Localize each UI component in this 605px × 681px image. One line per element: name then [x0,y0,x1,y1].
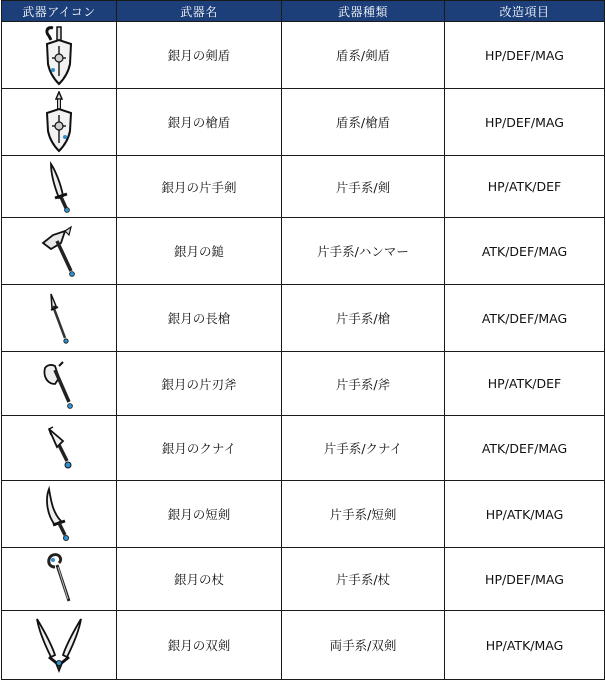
header-row [2,1,605,22]
twin-swords-icon [33,615,85,675]
table-row [2,352,605,416]
table-row [2,611,605,680]
table-row [2,22,605,89]
weapon-mods: HP/ATK/MAG [445,611,605,680]
weapon-mods: HP/ATK/DEF [445,156,605,218]
weapon-type: 片手系/槍 [282,285,445,352]
weapon-table [1,0,605,680]
sword-shield-icon [39,24,79,86]
table-row [2,548,605,611]
weapon-name: 銀月のクナイ [117,416,282,481]
weapon-name: 銀月の片手剣 [117,156,282,218]
weapon-mods: HP/DEF/MAG [445,548,605,611]
weapon-mods: ATK/DEF/MAG [445,218,605,285]
table-row [2,285,605,352]
single-axe-icon [39,356,79,412]
weapon-mods: HP/ATK/DEF [445,352,605,416]
weapon-mods: HP/DEF/MAG [445,89,605,156]
weapon-type: 片手系/剣 [282,156,445,218]
spear-shield-icon [39,91,79,153]
weapon-type: 片手系/ハンマー [282,218,445,285]
table-row [2,156,605,218]
weapon-type: 盾系/槍盾 [282,89,445,156]
weapon-name: 銀月の鎚 [117,218,282,285]
weapon-name: 銀月の槍盾 [117,89,282,156]
staff-icon [39,551,79,607]
weapon-name: 銀月の短剣 [117,481,282,548]
weapon-mods: HP/ATK/MAG [445,481,605,548]
weapon-type: 片手系/斧 [282,352,445,416]
one-handed-sword-icon [39,160,79,214]
weapon-name: 銀月の杖 [117,548,282,611]
header-mods: 改造項目 [445,1,605,22]
weapon-name: 銀月の双剣 [117,611,282,680]
weapon-name: 銀月の剣盾 [117,22,282,89]
weapon-type: 片手系/クナイ [282,416,445,481]
hammer-icon [39,223,79,279]
weapon-type: 片手系/短剣 [282,481,445,548]
weapon-type: 片手系/杖 [282,548,445,611]
header-icon: 武器アイコン [2,1,117,22]
weapon-type: 盾系/剣盾 [282,22,445,89]
short-sword-icon [39,485,79,543]
table-row [2,218,605,285]
table-row [2,481,605,548]
long-spear-icon [39,290,79,346]
weapon-mods: ATK/DEF/MAG [445,285,605,352]
table-row [2,89,605,156]
header-type: 武器種類 [282,1,445,22]
weapon-mods: ATK/DEF/MAG [445,416,605,481]
weapon-type: 両手系/双剣 [282,611,445,680]
weapon-mods: HP/DEF/MAG [445,22,605,89]
kunai-icon [39,423,79,473]
table-row [2,416,605,481]
weapon-name: 銀月の長槍 [117,285,282,352]
weapon-name: 銀月の片刃斧 [117,352,282,416]
header-name: 武器名 [117,1,282,22]
